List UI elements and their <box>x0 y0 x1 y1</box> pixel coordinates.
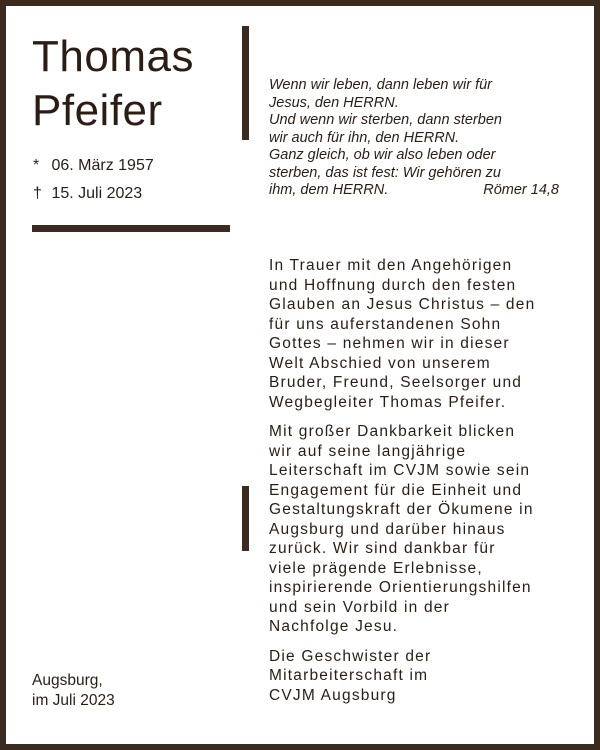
death-date-row <box>33 180 154 208</box>
verse-line: Jesus, den HERRN. <box>269 94 399 111</box>
horizontal-divider <box>32 225 230 232</box>
vertical-divider-middle <box>242 486 249 551</box>
death-cross-icon: † <box>33 185 42 202</box>
text-line: inspirierende Orientierungshilfen <box>269 579 532 596</box>
text-line: Engagement für die Einheit und <box>269 481 523 499</box>
birth-date-row <box>33 152 154 180</box>
mourning-text <box>269 256 587 715</box>
text-line: Welt Abschied von unserem <box>269 354 491 372</box>
paragraph-signature <box>269 647 587 706</box>
verse-line-last <box>269 182 559 200</box>
text-line: wir auf seine langjährige <box>269 442 467 460</box>
paragraph-mourning <box>269 256 587 412</box>
verse-line-text: ihm, dem HERRN. <box>269 182 389 198</box>
verse-line: Und wenn wir sterben, dann sterben <box>269 112 502 128</box>
place-and-date <box>32 671 115 711</box>
birth-date: 06. März 1957 <box>51 157 154 174</box>
text-line: Gestaltungskraft der Ökumene in <box>269 501 534 518</box>
obituary-notice <box>6 6 594 744</box>
verse-reference: Römer 14,8 <box>483 182 559 198</box>
verse-line: Ganz gleich, ob wir also leben oder <box>269 147 496 163</box>
deceased-name <box>32 30 194 138</box>
text-line: Leiterschaft im CVJM sowie sein <box>269 462 531 479</box>
text-line: und Hoffnung durch den festen <box>269 276 517 294</box>
text-line: Mitarbeiterschaft im <box>269 667 429 684</box>
text-line: Mit großer Dankbarkeit blicken <box>269 423 516 440</box>
text-line: In Trauer mit den Angehörigen <box>269 257 513 274</box>
verse-line: Wenn wir leben, dann leben wir für <box>269 77 492 93</box>
text-line: Wegbegleiter Thomas Pfeifer. <box>269 393 507 411</box>
life-dates <box>33 152 154 208</box>
text-line: Nachfolge Jesu. <box>269 618 399 635</box>
text-line: Glauben an Jesus Christus – den <box>269 296 536 313</box>
birth-star-icon: * <box>33 157 40 174</box>
paragraph-gratitude <box>269 422 587 637</box>
place-date: im Juli 2023 <box>32 692 115 709</box>
text-line: CVJM Augsburg <box>269 686 397 704</box>
place-city: Augsburg, <box>32 672 103 689</box>
verse-line: wir auch für ihn, den HERRN. <box>269 129 460 146</box>
text-line: Bruder, Freund, Seelsorger und <box>269 374 523 391</box>
text-line: zurück. Wir sind dankbar für <box>269 540 496 557</box>
verse-line: sterben, das ist fest: Wir gehören zu <box>269 164 501 181</box>
text-line: Die Geschwister der <box>269 647 432 665</box>
death-date: 15. Juli 2023 <box>51 185 143 202</box>
text-line: viele prägende Erlebnisse, <box>269 559 483 577</box>
text-line: für uns auferstandenen Sohn <box>269 315 502 333</box>
vertical-divider-top <box>242 26 249 140</box>
last-name: Pfeifer <box>32 86 163 135</box>
text-line: Augsburg und darüber hinaus <box>269 520 506 538</box>
bible-verse <box>269 77 559 200</box>
text-line: Gottes – nehmen wir in dieser <box>269 335 510 352</box>
text-line: und sein Vorbild in der <box>269 598 450 616</box>
first-name: Thomas <box>32 32 194 81</box>
